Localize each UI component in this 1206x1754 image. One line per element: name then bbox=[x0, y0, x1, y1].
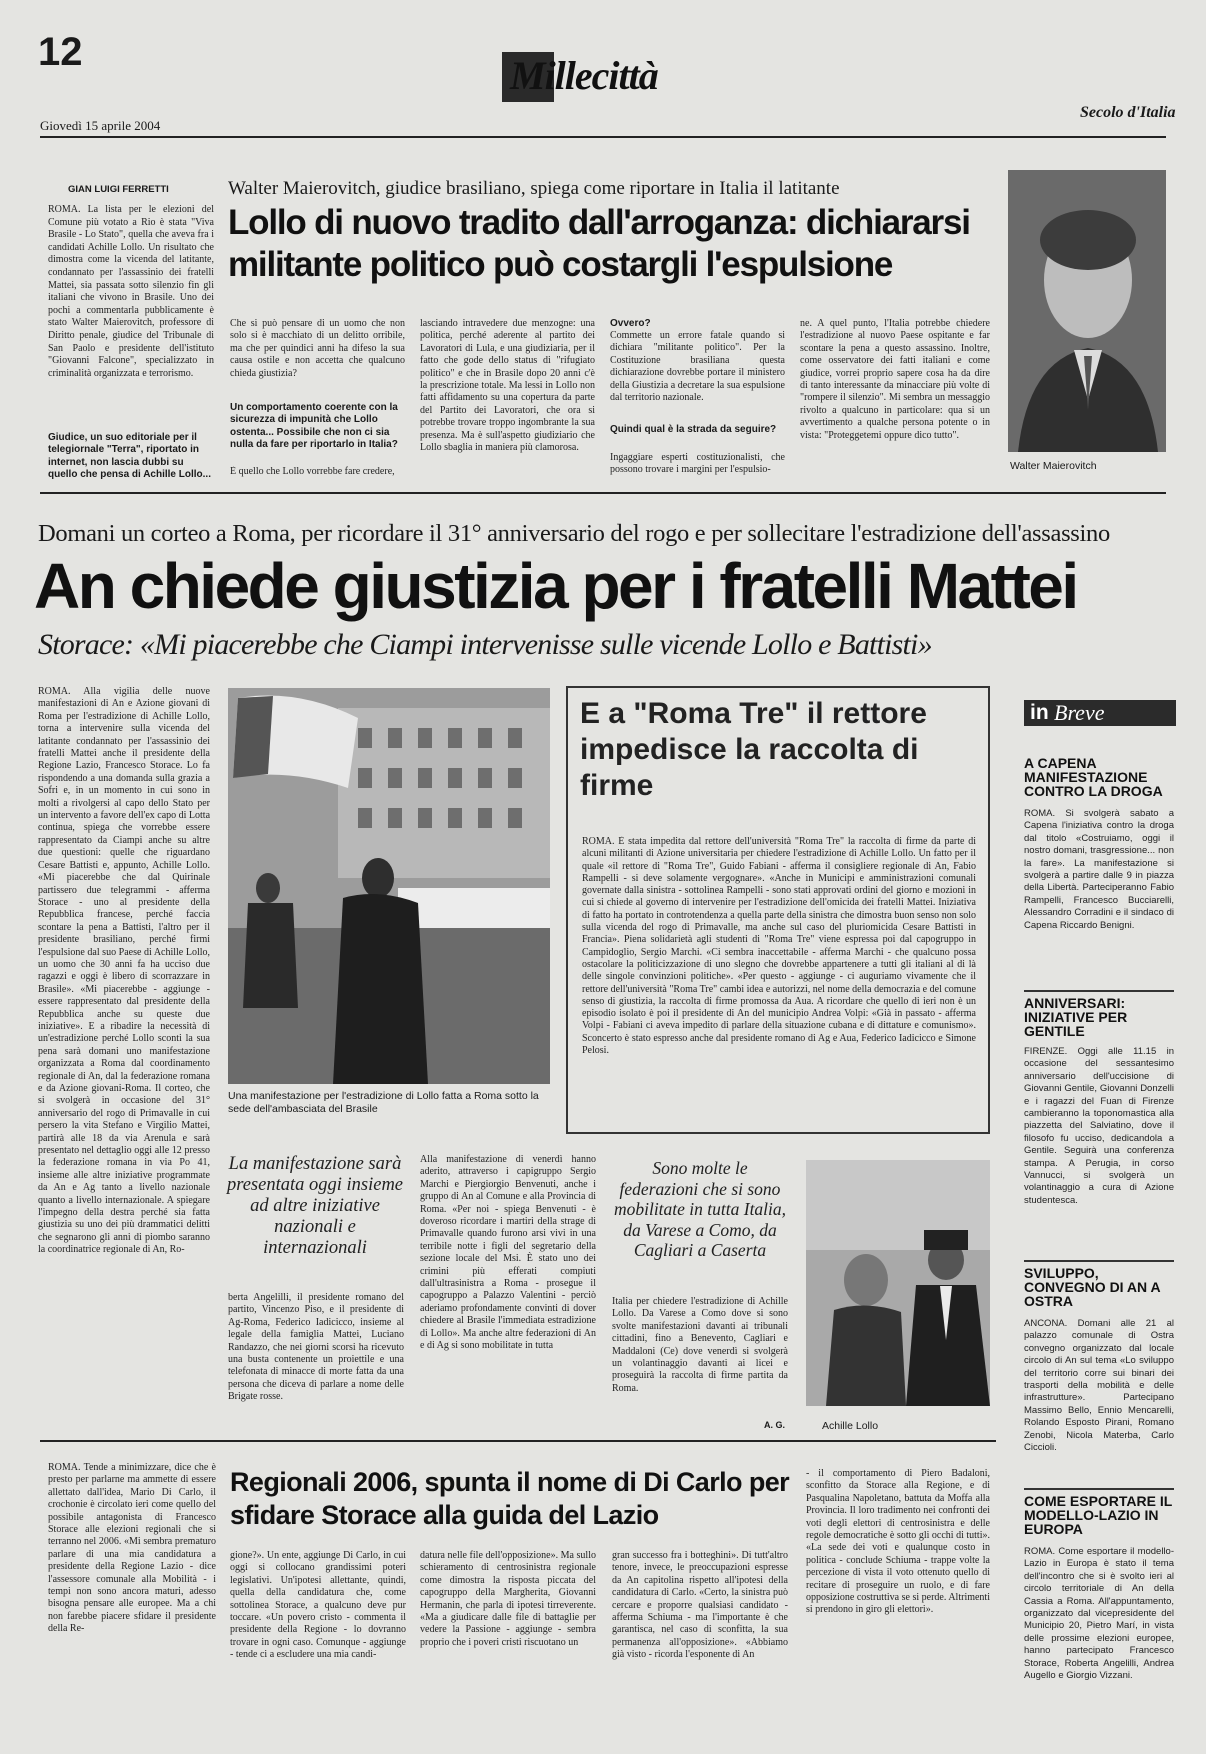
brief-2-title: ANNIVERSARI: INIZIATIVE PER GENTILE bbox=[1024, 995, 1128, 1039]
bottom-col-1: ROMA. Tende a minimizzare, dice che è presto per parlarne ma ammette di essere allettato dall'idea, Mario Di Carlo, il crochonie è circolato ieri come quello del possibile antagonista di Francesco Storace alle elezioni regionali che si terranno nel 2006. «Mi sembra prematuro parlare di una mia candidatura a presidente della Regione Lazio - dice l'assessore comunale alla Mobilità - i tempi non sono ancora maturi, adesso bisogna pensare alle europee. Ma a chi non farebbe piacere sfidare il presidente della Re- bbox=[48, 1462, 216, 1635]
brief-rule-2 bbox=[1024, 1260, 1174, 1262]
demonstration-scene bbox=[228, 688, 550, 1084]
brief-1-title: A CAPENA MANIFESTAZIONE CONTRO LA DROGA bbox=[1024, 755, 1163, 799]
top-intro: ROMA. La lista per le elezioni del Comune più votato a Rio è stata "Viva Brasile - Lo Stato", quella che aveva fra i candidati Achille Lollo. Un risultato che dimostra come la vicenda del latitante, condannato per l'assassinio dei fratelli Mattei, sia passata sotto silenzio fin gli italiani che vivono in Brasile. Uno dei pochi a commentarla pubblicamente è stato Walter Maierovitch, professore di Diritto penale, giudice del Tribunale di San Paolo e presidente dell'istituto "Giovanni Falcone", specializzato in criminalità organizzata e terrorismo. bbox=[48, 204, 214, 379]
bottom-headline: Regionali 2006, spunta il nome di Di Carlo per sfidare Storace alla guida del Lazio bbox=[230, 1467, 790, 1530]
main-col-2: berta Angelilli, il presidente romano del partito, Vincenzo Piso, e il presidente di Ag-Roma, Federico Iadicicco, insieme al legale della famiglia Mattei, Luciano Randazzo, che nei giorni scorsi ha ricevuto una busta contenente un proiettile e una telefonata di minacce di morte fatta da una persona che diceva di parlare a nome delle Brigate rosse. bbox=[228, 1292, 404, 1403]
top-col-1b: È quello che Lollo vorrebbe fare credere, bbox=[230, 466, 395, 477]
brief-4-body: ROMA. Come esportare il modello-Lazio in Europa è stato il tema dell'incontro che si è svolto ieri al circolo territoriale di An della Cassia a Roma. All'appuntamento, organizzato dal vicepresidente del Municipio 20, Pietro Marí, in vista delle prossime elezioni europee, hanno partecipato Francesco Storace, Roberta Angelilli, Andrea Augello e Giorgio Vizzani. bbox=[1024, 1546, 1174, 1682]
brief-3-title: SVILUPPO, CONVEGNO DI AN A OSTRA bbox=[1024, 1265, 1161, 1309]
top-col-3: Commette un errore fatale quando si dichiara "militante politico". Per la Costituzione brasiliana questa dichiarazione dovrebbe portare il ministero della Giustizia a decretare la sua espulsione dal territorio nazionale. bbox=[610, 330, 785, 404]
page-number: 12 bbox=[38, 30, 83, 74]
in-breve-logo-in: in bbox=[1030, 701, 1049, 724]
section-logo bbox=[502, 48, 742, 106]
main-col-4: Italia per chiedere l'estradizione di Achille Lollo. Da Varese a Como dove si sono svolte manifestazioni davanti ai tribunali cittadini, fino a Benevento, Cagliari e Maddaloni (Ce) dove venerdì si svolgerà un volantinaggio davanti ai licei e proseguirà la raccolta di firme partita da Roma. bbox=[612, 1296, 788, 1394]
in-breve-logo-breve: Breve bbox=[1054, 700, 1105, 725]
main-kicker: Domani un corteo a Roma, per ricordare il 31° anniversario del rogo e per sollecitare l'estradizione dell'assassino bbox=[38, 520, 1110, 547]
demonstration-photo bbox=[228, 688, 550, 1084]
portrait-silhouette bbox=[1008, 170, 1166, 452]
issue-date: Giovedì 15 aprile 2004 bbox=[40, 118, 161, 133]
top-headline: Lollo di nuovo tradito dall'arroganza: dichiararsi militante politico può costargli l'espulsione bbox=[228, 203, 970, 284]
lollo-photo-scene bbox=[806, 1160, 990, 1406]
bottom-col-2: gione?». Un ente, aggiunge Di Carlo, in cui oggi si collocano grandissimi poteri legislativi. Un'ipotesi allettante, quindi, quella della candidatura che, come sottolinea Storace, a qualcuno deve pur toccare. «Un povero cristo - commenta il presidente della Regione - lo dovranno trovare in ogni caso. Comunque - aggiunge - tende ci a escludere una mia candi- bbox=[230, 1550, 406, 1661]
main-signature: A. G. bbox=[764, 1420, 786, 1430]
main-headline: An chiede giustizia per i fratelli Mattei bbox=[34, 550, 1077, 622]
in-breve-logo bbox=[1024, 700, 1176, 726]
top-byline: GIAN LUIGI FERRETTI bbox=[68, 184, 169, 195]
top-story-rule bbox=[40, 492, 1166, 494]
top-col-1: Che si può pensare di un uomo che non solo si è macchiato di un delitto orribile, ma che per quindici anni ha difeso la sua causa ostile e non accetta che qualcuno chieda giustizia? bbox=[230, 318, 405, 379]
pull-quote-2: Sono molte le federazioni che si sono mobilitate in tutta Italia, da Varese a Como, da Cagliari a Caserta bbox=[613, 1158, 787, 1260]
maierovitch-photo bbox=[1008, 170, 1166, 452]
masthead: Secolo d'Italia bbox=[1080, 104, 1176, 121]
main-col-1: ROMA. Alla vigilia delle nuove manifestazioni di An e Azione giovani di Roma per l'estradizione di Achille Lollo, torna a intervenire sulla vicenda del latitante condannato per l'assassinio dei fratelli Mattei anche il presidente della Regione Lazio, Francesco Storace. Lo fa rispondendo a una domanda sulla grazia a Sofri e, in un momento in cui sono in molti a rivolgersi al capo dello Stato per un intervento a favore dell'ex capo di Lotta continua, spiega che vorrebbe essere rappresentato da Ciampi anche su altre due questioni: quelle che riguardano Cesare Battisti e, appunto, Achille Lollo. «Mi piacerebbe che dal Quirinale partissero due telegrammi - afferma Storace - uno al presidente della Repubblica francese, perché faccia scontare la pena a Battisti, l'altro per il presidente brasiliano, perché firmi l'espulsione dal suo Paese di Achille Lollo, un uomo che 30 anni fa ha ucciso due ragazzi e oggi è libero di scorrazzare in Brasile». «Mi piacerebbe - aggiunge - essere rappresentato dal presidente della Repubblica anche su queste due iniziative». E a ribadire la necessità di un'estradizione perché Lollo sconti la sua pena sarà domani uno manifestazione organizzata a Roma dal coordinamento regionale di An, dal la federazione romana e da Azione giovani-Roma. Il corteo, che si svolgerà in occasione del 31° anniversario del rogo di Primavalle in cui persero la vita Stefano e Virgilio Mattei, partirà alle 18 da via Arenula e sarà presentato nel dettaglio oggi alle 12 presso la federazione romana in via Po 41, insieme alle altre iniziative programmate da An e Ag tanto a livello nazionale quanto a livello internazionale. A spiegare l'impegno della destra perché sia fatta giustizia su uno dei più drammatici delitti che segnarono gli anni di piombo saranno la coordinatrice regionale di An, Ro- bbox=[38, 686, 210, 1256]
section-logo-text: Millecittà bbox=[510, 53, 658, 98]
demonstration-photo-caption: Una manifestazione per l'estradizione di Lollo fatta a Roma sotto la sede dell'ambasciata del Brasile bbox=[228, 1090, 539, 1115]
bottom-col-5: - il comportamento di Piero Badaloni, sconfitto da Storace alla Regione, e di Pasqualina Napoletano, battuta da Moffa alla Provincia. Il loro tradimento nei confronti dei voti degli elettori di centrosinistra e delle regole democratiche è sotto gli occhi di tutti». «La sede dei voti e qualunque costo in politica - conclude Schiuma - trappe volte la percezione di vista il voto ottenuto quello di recitare di proseguire un ruolo, e di fare opposizione costruttiva se si perde. Altrimenti si prendono in giro gli elettori». bbox=[806, 1468, 990, 1616]
roma-tre-box bbox=[566, 686, 990, 1134]
brief-4-title: COME ESPORTARE IL MODELLO-LAZIO IN EUROPA bbox=[1024, 1493, 1173, 1537]
lollo-photo bbox=[806, 1160, 990, 1406]
header-rule bbox=[40, 136, 1166, 138]
bottom-col-3: datura nelle file dell'opposizione». Ma sullo schieramento di centrosinistra regionale come dimostra la risposta piccata del capogruppo della Margherita, Giovanni Hermanin, che parla di ipotesi tirreverente. «Ma a giudicare dalle file di battaglie per vedere la Passione - aggiunge - sembra proprio che i poveri cristi riscuotano un bbox=[420, 1550, 596, 1648]
top-kicker: Walter Maierovitch, giudice brasiliano, spiega come riportare in Italia il latitante bbox=[228, 178, 840, 199]
main-col-3: Alla manifestazione di venerdì hanno aderito, attraverso i capigruppo Sergio Marchi e Piergiorgio Benvenuti, anche i gruppo di An al Comune e alla Provincia di Roma. «Per noi - spiega Benvenuti - è doveroso ricordare i martiri della strage di Primavalle quando furono arsi vivi in una terribile notte i figli del segretario della sezione locale del Msi. È stato uno dei crimini più efferati compiuti dall'ultrasinistra a Roma - prosegue il capogruppo a Palazzo Valentini - perciò aderiamo profondamente convinti di dover chiedere al Brasile l'immediata estradizione di Lollo». Ma anche altre federazioni di An e di Ag si sono mobilitate in tutta bbox=[420, 1154, 596, 1352]
pull-quote-1: La manifestazione sarà presentata oggi insieme ad altre iniziative nazionali e internazionali bbox=[226, 1154, 404, 1258]
top-col-3b: Ingaggiare esperti costituzionalisti, che possono trovare i margini per l'espulsio- bbox=[610, 452, 785, 476]
brief-rule-1 bbox=[1024, 990, 1174, 992]
top-question-1: Giudice, un suo editoriale per il telegiornale "Terra", riportato in internet, non lascia dubbi su quello che pensa di Achille Lollo... bbox=[48, 432, 211, 481]
top-question-3: Ovvero? bbox=[610, 318, 651, 329]
maierovitch-caption: Walter Maierovitch bbox=[1010, 460, 1097, 472]
top-question-2: Un comportamento coerente con la sicurezza di impunità che Lollo ostenta... Possibile che non ci sia nulla da fare per riportarlo in Italia? bbox=[230, 402, 398, 451]
brief-2-body: FIRENZE. Oggi alle 11.15 in occasione del sessantesimo anniversario dell'uccisione di Giovanni Gentile, Giovanni Donzelli e i ragazzi del Fuan di Firenze cambieranno la toponomastica alla piazzetta del Salviatino, dove il filosofo fu ucciso, dedicandola a Gentile. Seguirà una conferenza stampa. A Perugia, in corso Vannucci, si svolgerà un volantinaggio a cura di Azione studentesca. bbox=[1024, 1046, 1174, 1206]
bottom-col-4: gran successo fra i botteghini». Di tutt'altro tenore, invece, le preoccupazioni espresse da An capitolina rispetto all'ipotesi della candidatura di Carlo. «Certo, la sinistra può cercare e proporre qualsiasi candidato - afferma Schiuma - ma l'importante è che garantisca, nel caso di sconfitta, la sua permanenza all'opposizione». «Abbiamo già visto - ricorda l'esponente di An bbox=[612, 1550, 788, 1661]
top-col-2: lasciando intravedere due menzogne: una politica, perché aderente al partito dei Lavoratori di Lula, e una giudiziaria, per il fatto che gode dello status di "rifugiato politico" e che in Brasile dopo 20 anni c'è la prescrizione totale. Ma lessi in Lollo non fatti affidamento su una copertura da parte del Partito dei Lavoratori, che ora si potrebbe trovare troppo ingombrante la sua presenza. Ma è sull'aspetto giudiziario che Lollo sbaglia in maniera più clamorosa. bbox=[420, 318, 595, 454]
brief-1-body: ROMA. Si svolgerà sabato a Capena l'iniziativa contro la droga dal titolo «Costruiamo, oggi il nostro domani, trasgressione... non la fare». La manifestazione si svolgerà a partire dalle 9 in piazza della Libertà. Parteciperanno Fabio Rampelli, Francesco Bucciarelli, Alessandro Corradini e il sindaco di Capena Riccardo Benigni. bbox=[1024, 808, 1174, 931]
main-subhead: Storace: «Mi piacerebbe che Ciampi intervenisse sulle vicende Lollo e Battisti» bbox=[38, 628, 932, 661]
roma-tre-headline: E a "Roma Tre" il rettore impedisce la raccolta di firme bbox=[580, 697, 927, 802]
bottom-story-rule bbox=[40, 1440, 996, 1442]
roma-tre-body: ROMA. È stata impedita dal rettore dell'università "Roma Tre" la raccolta di firme da parte di alcuni militanti di Azione universitaria per chiedere l'estradizione di Achille Lollo. Un fatto per il quale «il rettore di "Roma Tre", Guido Fabiani - afferma il consigliere regionale di An, Fabio Rampelli - si deve solamente vergognare». «Anche in Municipi e amministrazioni comunali governate dalla sinistra - sottolinea Rampelli - sono stati approvati ordini del giorno e mozioni in cui si chiede al governo di intervenire per l'estradizione dell'omicida dei fratelli Mattei. Iniziativa di fatto ha portato in controtendenza a quella parte della sinistra che dimostra buon senso non solo sulla vicenda del rogo di Primavalle, ma anche sul caso del pluriomicida Cesare Battisti in Francia». Piena solidarietà agli studenti di "Roma Tre" viene espressa poi dal capogruppo in Campidoglio, Sergio Marchi. «Ci sembra inaccettabile - afferma Marchi - che qualcuno possa ostacolare la politicizzazione di uno slegno che dovrebbe appartenere a tutti gli italiani al di là delle singole convinzioni politiche». «Per questo - aggiunge - ci auguriamo vivamente che il rettore dell'università "Roma Tre" cambi idea e autorizzi, nel nome della democrazia e del comune senso di giustizia, la raccolta di firme promossa da Aua. A ricordare che quello di ieri non è un episodio isolato è poi il presidente di An del municipio Andrea Volpi: «Già in passato - afferma Volpi - Fabiani ci aveva impedito di parlare della situazione cubana e di dittature e comunismo». Sconcerto è stato espresso anche dal presidente romano di Ag e Aua, Federico Iadicicco e Simone Pelosi. bbox=[582, 836, 976, 1057]
lollo-photo-caption: Achille Lollo bbox=[822, 1420, 879, 1432]
top-col-4: ne. A quel punto, l'Italia potrebbe chiedere l'estradizione al nuovo Paese ospitante e far scontare la pena a questo assassino. Inoltre, come osservatore dei fatti italiani e come giudice, vorrei proprio sapere cosa ha da dire di tanto interessante da minacciare più volte di "rompere il silenzio". Mi sembra un messaggio rivolto a qualcuno in particolare: qua si un avvertimento a qualche persona potente o in vista: "Proteggetemi oppure dico tutto". bbox=[800, 318, 990, 441]
brief-3-body: ANCONA. Domani alle 21 al palazzo comunale di Ostra convegno organizzato dal locale circolo di An sul tema «Lo sviluppo del territorio corre sui binari dei trasporti della mobilità e delle infrastrutture». Partecipano Massimo Bello, Ennio Mencarelli, Rolando Esposto Pirani, Romano Zenobi, Nicola Materba, Carlo Ciccioli. bbox=[1024, 1318, 1174, 1454]
brief-rule-3 bbox=[1024, 1488, 1174, 1490]
top-question-4: Quindi qual è la strada da seguire? bbox=[610, 424, 777, 435]
in-breve-column bbox=[1008, 690, 1176, 1754]
